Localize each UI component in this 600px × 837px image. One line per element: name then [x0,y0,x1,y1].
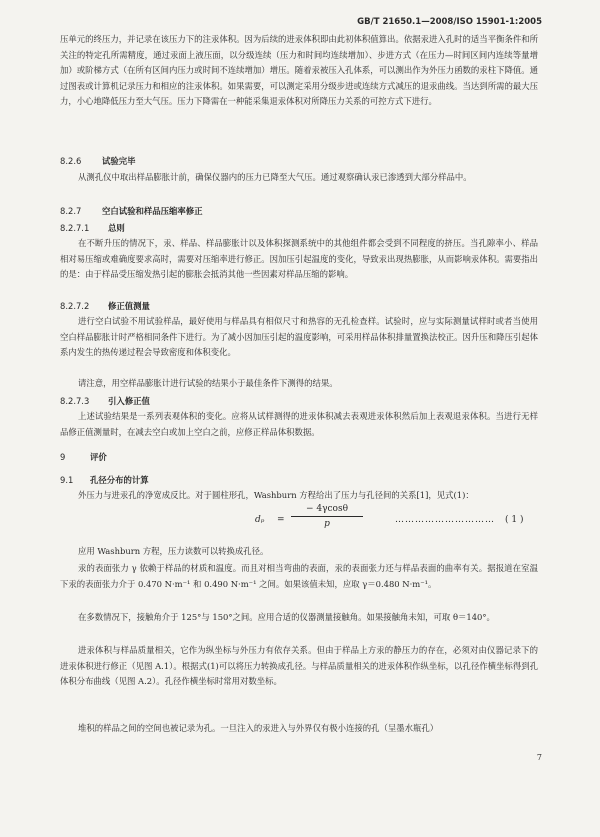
section-title: 修正值测量 [108,301,150,311]
paragraph: 压单元的终压力，并记录在该压力下的注汞体积。因为后续的进汞体积即由此初体积值算出。依据汞进入孔时的适当平衡条件和所关注的特定孔所需精度，通过汞面上液压面，以分级连续（压力和时间均连续增加）、步进方式（在压力—时间区间内连续等量增加）或阶梯方式（在所有区间内压力或时间不连续增加）增压。随着汞被压入孔体系，可以测出作为外压力函数的汞柱下降值。通过图表或计算机记录压力和相应的注汞体积。如果需要，可以测定采用分级步进或连续方式减压的退汞曲线。当达到所需的最大压力，小心地降低压力至大气压。压力下降需在一种能采集退汞体积对所降压力关系的可控方式下进行。 [60,34,538,107]
paragraph: 请注意，用空样品膨胀计进行试验的结果小于最佳条件下测得的结果。 [78,378,338,388]
formula-denominator: p [324,519,330,529]
paragraph: 堆积的样品之间的空间也被记录为孔。一旦注入的汞进入与外界仅有极小连接的孔（呈墨水瓶孔） [78,723,439,733]
paragraph: 汞的表面张力 γ 依赖于样品的材质和温度。而且对相当弯曲的表面，汞的表面张力还与样品表面的曲率有关。据报道在室温下汞的表面张力介于 0.470 N·m⁻¹ 和 0.490 N·m⁻¹ 之间。如果该值未知，应取 γ＝0.480 N·m⁻¹。 [60,563,538,589]
section-number: 8.2.7.1 [60,223,90,233]
section-number: 8.2.7 [60,206,82,216]
paragraph: 进行空白试验不用试验样品，最好使用与样品具有相似尺寸和热容的无孔检查样。试验时，应与实际测量试样时或者当使用空白样品膨胀计时严格相同条件下进行。为了减小因加压引起的温度影响，可采用样品体积排量置换法校正。因升压和降压引起体系内发生的热传递过程会导致密度和体积变化。 [60,316,538,358]
section-title: 试验完毕 [102,156,136,166]
section-number: 9 [60,452,66,462]
section-title: 孔径分布的计算 [90,475,149,485]
formula-lhs: dₚ [255,515,265,525]
standard-header: GB/T 21650.1—2008/ISO 15901-1:2005 [357,17,542,27]
paragraph: 上述试验结果是一系列表观体积的变化。应将从试样测得的进汞体积减去表观进汞体积然后加上表观退汞体积。当进行无样品修正值测量时，在减去空白或加上空白之前，应修正样品体积数据。 [60,411,538,437]
formula-equals: = [277,515,285,525]
formula-fraction [291,504,363,529]
paragraph: 外压力与进汞孔的净宽成反比。对于圆柱形孔，Washburn 方程给出了压力与孔径间的关系[1]，见式(1)： [78,490,474,500]
section-heading [60,222,125,234]
section-number: 8.2.7.2 [60,301,90,311]
paragraph: 进汞体积与样品质量相关，它作为纵坐标与外压力有依存关系。但由于样品上方汞的静压力的存在，必须对由仪器记录下的进汞体积进行修正（见图 A.1）。根据式(1)可以将压力转换成孔径。与样品质量相关的进汞体积作纵坐标，以孔径作横坐标得到孔体积分布曲线（见图 A.2）。孔径作横坐标时常用对数坐标。 [60,645,538,687]
section-heading [60,474,149,486]
section-title: 评价 [90,452,107,462]
section-heading [60,451,107,463]
section-number: 9.1 [60,475,74,485]
section-heading [60,155,136,167]
section-heading [60,395,150,407]
section-title: 空白试验和样品压缩率修正 [102,206,203,216]
formula-leader-dots: ………………………… [395,515,495,525]
section-heading [60,300,150,312]
paragraph: 应用 Washburn 方程，压力读数可以转换成孔径。 [78,546,269,556]
page-number: 7 [536,753,542,762]
section-title: 总则 [108,223,125,233]
section-number: 8.2.6 [60,156,82,166]
formula-numerator: − 4γcosθ [291,504,363,517]
paragraph: 在多数情况下，接触角介于 125°与 150°之间。应用合适的仪器测量接触角。如果接触角未知，可取 θ＝140°。 [78,612,495,622]
paragraph: 在不断升压的情况下，汞、样品、样品膨胀计以及体积探测系统中的其他组件都会受到不同程度的挤压。当孔隙率小、样品相对易压缩或难确度要求高时，需要对压缩率进行修正。因加压引起温度的变化，导致汞出现热膨胀，从而影响汞体积。需要指出的是：由于样品受压缩发热引起的膨胀会抵消其他一些因素对样品压缩的影响。 [60,238,538,280]
section-title: 引入修正值 [108,396,150,406]
section-number: 8.2.7.3 [60,396,90,406]
section-heading [60,205,203,217]
formula-number: ( 1 ) [505,515,524,525]
paragraph: 从测孔仪中取出样品膨胀计前，确保仪器内的压力已降至大气压。通过观察确认汞已渗透到大部分样品中。 [78,172,472,182]
washburn-equation [255,504,555,540]
